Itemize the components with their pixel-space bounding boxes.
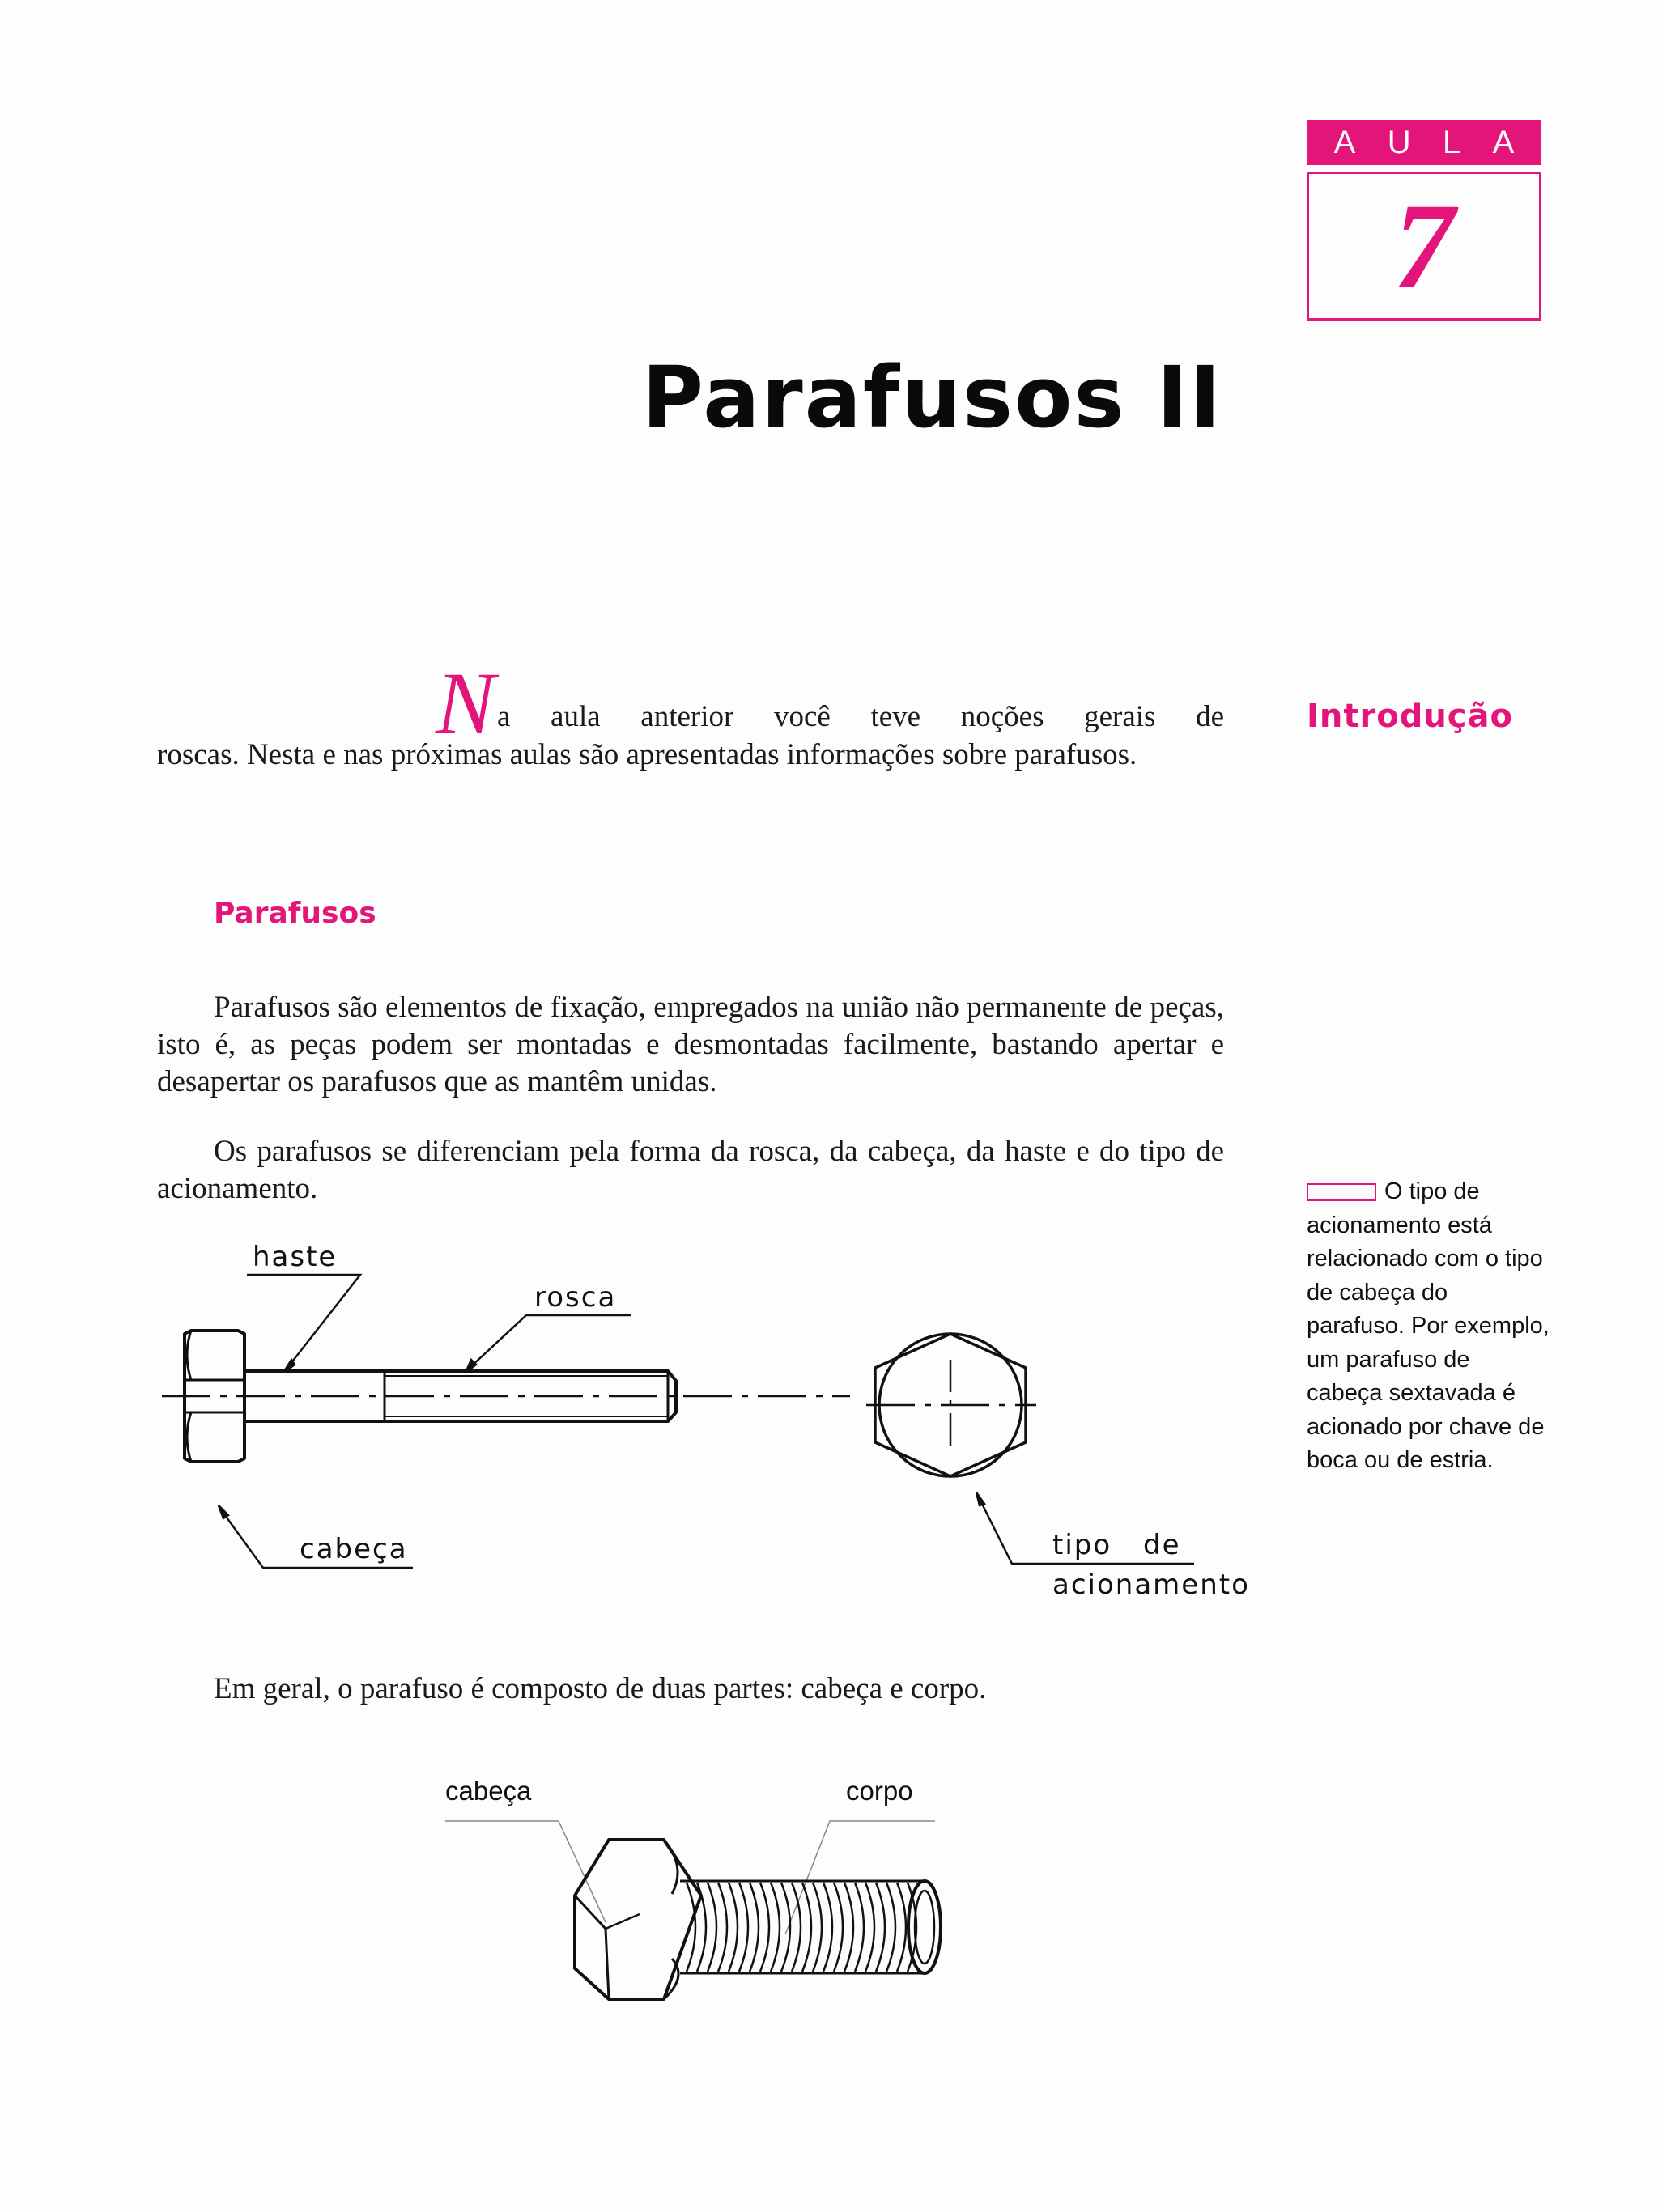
label-acionamento: acionamento: [1052, 1569, 1250, 1601]
label-corpo: corpo: [846, 1776, 913, 1806]
thread-line: [718, 1883, 727, 1972]
thread-line: [729, 1883, 738, 1972]
thread-line: [739, 1883, 748, 1972]
thread-line: [760, 1883, 769, 1972]
lesson-number-box: [1307, 172, 1541, 321]
thread-line: [823, 1883, 832, 1972]
thread-line: [855, 1883, 864, 1972]
body-paragraph: Os parafusos se diferenciam pela forma da rosca, da cabeça, da haste e do tipo de acionamento.: [157, 1135, 1224, 1205]
thread-line: [771, 1883, 780, 1972]
bolt-perspective-drawing: [429, 1764, 996, 2023]
thread-line: [897, 1883, 906, 1972]
thread-line: [886, 1883, 895, 1972]
label-cabeca-2: cabeça: [445, 1776, 532, 1806]
thread-line: [844, 1883, 853, 1972]
label-cabeca: cabeça: [300, 1533, 408, 1565]
lesson-number: 7: [1393, 179, 1455, 313]
thread-line: [802, 1883, 811, 1972]
label-haste: haste: [253, 1241, 338, 1273]
page-title: Parafusos II: [641, 348, 1222, 447]
lesson-letter: L: [1442, 124, 1461, 160]
body-paragraph: Em geral, o parafuso é composto de duas partes: cabeça e corpo.: [214, 1672, 987, 1705]
drop-cap: N: [436, 654, 495, 753]
lesson-label: [1307, 120, 1541, 165]
margin-note: [1307, 1175, 1550, 1478]
thread-line: [876, 1883, 885, 1972]
label-rosca: rosca: [534, 1281, 617, 1314]
bolt-head-3d: [575, 1840, 701, 1999]
thread-line: [865, 1883, 874, 1972]
body-paragraph: Parafusos são elementos de fixação, empregados na união não permanente de peças, isto é, as peças podem ser montadas e desmontadas facilmente, bastando apertar e desapertar os parafusos que as mantêm unidas.: [157, 991, 1224, 1098]
intro-paragraph: roscas. Nesta e nas próximas aulas são apresentadas informações sobre parafusos.: [157, 738, 1137, 771]
sidebar-heading: Introdução: [1307, 698, 1513, 735]
lesson-letter: A: [1333, 124, 1356, 160]
thread-line: [792, 1883, 801, 1972]
thread-line: [750, 1883, 759, 1972]
thread-line: [697, 1883, 706, 1972]
thread-line: [834, 1883, 843, 1972]
thread-line: [781, 1883, 790, 1972]
bolt-technical-drawing: [154, 1230, 1255, 1627]
lesson-letter: A: [1492, 124, 1515, 160]
label-tipo: tipo: [1052, 1529, 1112, 1561]
section-heading: Parafusos: [214, 897, 376, 930]
thread-line: [813, 1883, 822, 1972]
margin-note-text: O tipo de acionamento está relacionado com o tipo de cabeça do parafuso. Por exemplo, um parafuso de cabeça sextavada é acionado por chave de boca ou de estria.: [1307, 1178, 1550, 1473]
intro-first-line: a aula anterior você teve noções gerais de: [497, 700, 1224, 733]
label-de: de: [1143, 1529, 1181, 1561]
thread-line: [708, 1883, 716, 1972]
lesson-letter: U: [1387, 124, 1411, 160]
note-marker: [1307, 1183, 1376, 1201]
